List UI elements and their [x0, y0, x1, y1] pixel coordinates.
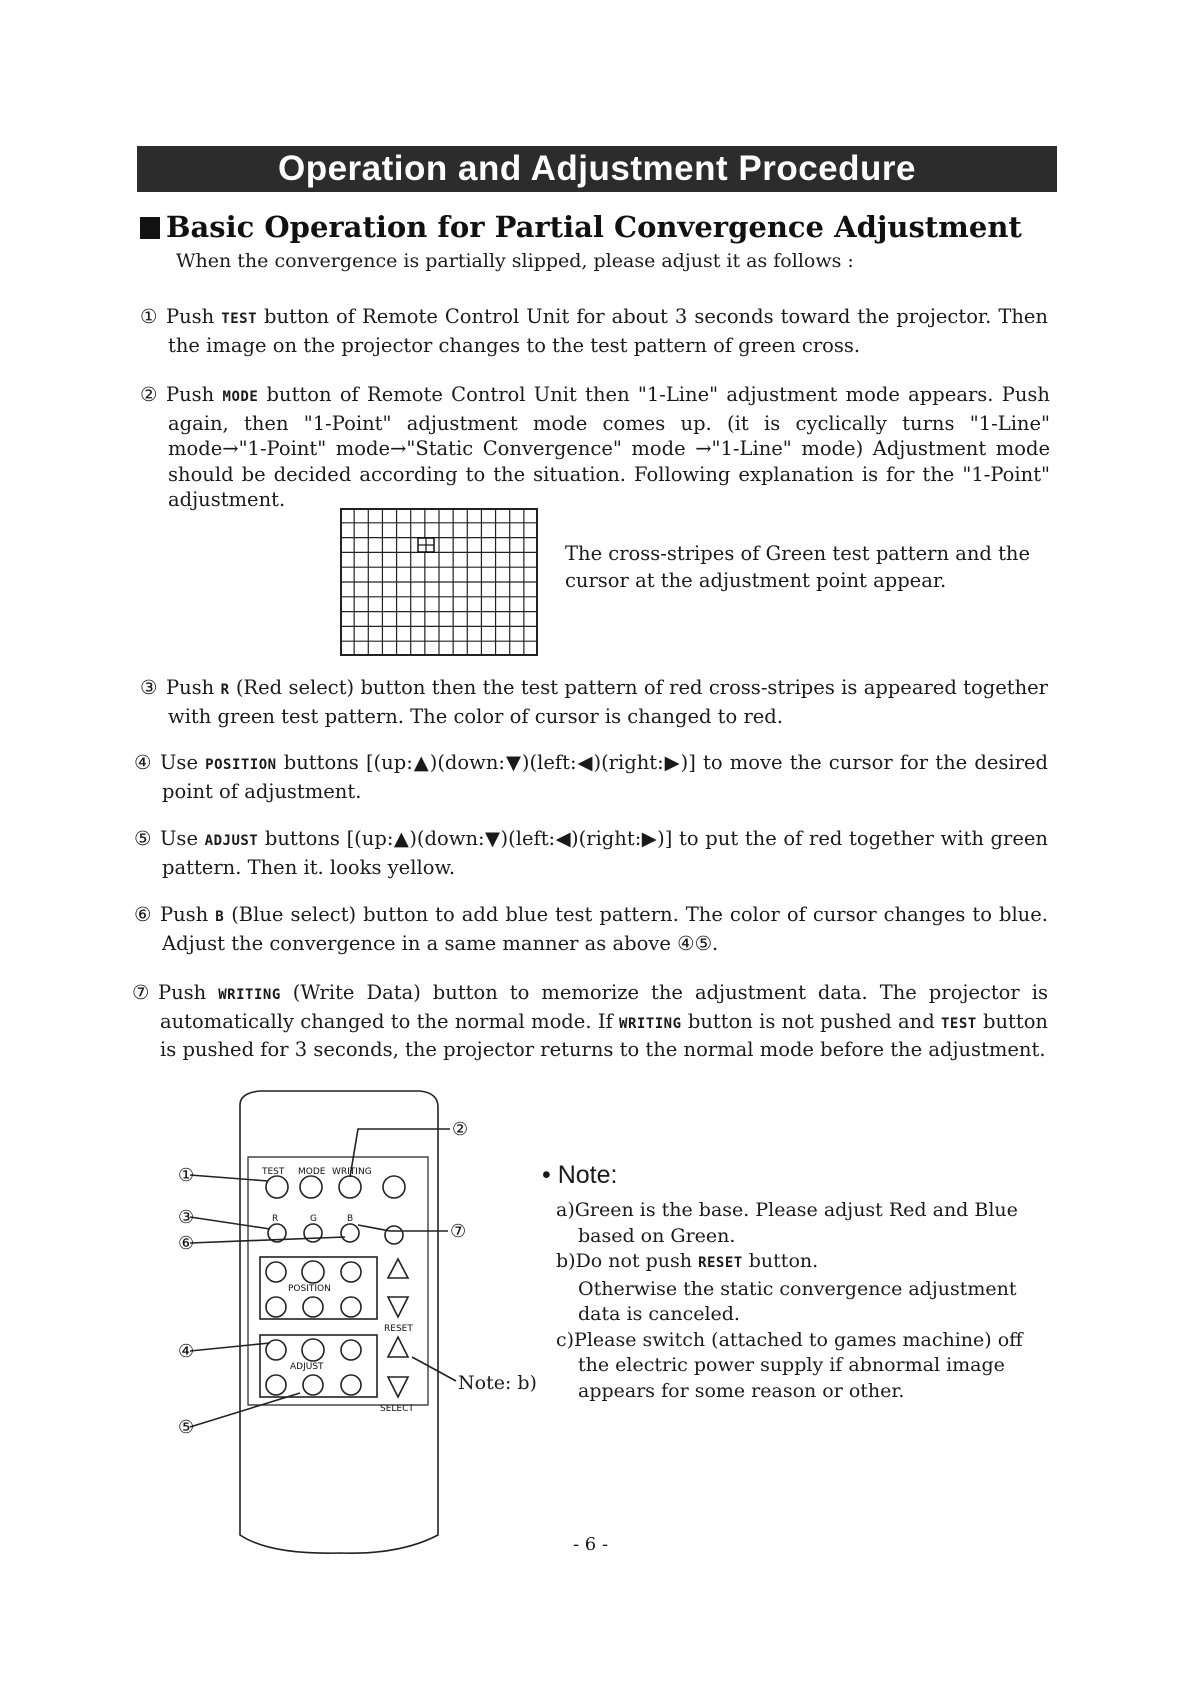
- mode-label: MODE: [298, 1167, 326, 1177]
- bullet-square-icon: [140, 217, 160, 239]
- r-label: R: [272, 1214, 279, 1224]
- note-item-a: a)Green is the base. Please adjust Red and Blue based on Green.: [556, 1199, 1018, 1247]
- test-button-label: TEST: [221, 311, 257, 327]
- step-number: ②: [140, 383, 158, 406]
- g-button: [304, 1224, 322, 1242]
- test-button-label: TEST: [940, 1015, 977, 1032]
- step-5: ⑤ Use ADJUST buttons [(up:▲)(down:▼)(left:◀)(right:▶)] to put the of red together with green pattern. Then it. looks yellow.: [134, 827, 1048, 879]
- reset-label: RESET: [384, 1324, 413, 1334]
- g-label: G: [310, 1214, 317, 1224]
- remote-body: [240, 1091, 438, 1553]
- step-2: ② Push MODE button of Remote Control Unit then "1-Line" adjustment mode appears. Push again, then "1-Point" adjustment mode comes up. (it is cyclically turns "1-Line" mode→"1-Point" mode→"Static Convergence" mode →"1-Line" mode) Adjustment mode should be decided according to the situation. Following explanation is for the "1-Point" adjustment.: [140, 383, 1050, 511]
- section-heading: [140, 210, 1022, 244]
- b-label: B: [347, 1214, 354, 1224]
- remote-control-diagram: [180, 1085, 500, 1565]
- select-label: SELECT: [380, 1404, 414, 1414]
- mode-button: [300, 1176, 322, 1198]
- callout-4: ④: [178, 1341, 195, 1362]
- adjust-label: ADJUST: [290, 1362, 324, 1372]
- writing-button-label: WRITING: [218, 987, 281, 1003]
- callout-7: ⑦: [450, 1221, 467, 1242]
- callout-6: ⑥: [178, 1233, 195, 1254]
- note-b-callout: Note: b): [458, 1372, 537, 1394]
- up-triangle-icon: [388, 1259, 408, 1278]
- step-number: ⑥: [134, 903, 152, 926]
- test-pattern-grid: [340, 508, 538, 656]
- test-button: [266, 1176, 288, 1198]
- position-button-label: POSITION: [205, 757, 277, 773]
- step-number: ③: [140, 676, 158, 699]
- b-button-label: B: [215, 909, 225, 925]
- step-number: ⑤: [134, 827, 152, 850]
- callout-3: ③: [178, 1207, 195, 1228]
- mode-button-label: MODE: [222, 389, 259, 405]
- note-item-c: c)Please switch (attached to games machine) off the electric power supply if abnormal image appears for some reason or other.: [556, 1328, 1023, 1402]
- step-6: ⑥ Push B (Blue select) button to add blue test pattern. The color of cursor changes to blue. Adjust the convergence in a same manner as above ④⑤.: [134, 903, 1048, 955]
- step-1: ① Push TEST button of Remote Control Unit for about 3 seconds toward the projector. Then the image on the projector changes to the test pattern of green cross.: [140, 305, 1048, 357]
- writing-label: WRITING: [332, 1167, 372, 1177]
- position-label: POSITION: [288, 1284, 331, 1294]
- section-title: Basic Operation for Partial Convergence Adjustment: [166, 210, 1022, 244]
- callout-2: ②: [452, 1119, 469, 1140]
- intro-text: When the convergence is partially slipped, please adjust it as follows :: [176, 250, 854, 272]
- step-4: ④ Use POSITION buttons [(up:▲)(down:▼)(left:◀)(right:▶)] to move the cursor for the desired point of adjustment.: [134, 751, 1048, 803]
- b-button: [341, 1224, 359, 1242]
- note-item-b-cont: Otherwise the static convergence adjustment data is canceled.: [578, 1277, 1017, 1325]
- note-item-b: b)Do not push RESET button.: [556, 1250, 819, 1272]
- cursor-icon: [418, 538, 434, 552]
- reset-button-label: RESET: [698, 1255, 743, 1271]
- step-number: ⑦: [132, 981, 150, 1004]
- writing-button-label: WRITING: [619, 1015, 682, 1032]
- down-triangle-icon: [388, 1377, 408, 1397]
- down-triangle-icon: [388, 1297, 408, 1317]
- page-number: - 6 -: [573, 1534, 609, 1555]
- step-7: ⑦ Push WRITING (Write Data) button to memorize the adjustment data. The projector is automatically changed to the normal mode. If WRITING button is not pushed and TEST button is pushed for 3 seconds, the projector returns to the normal mode before the adjustment.: [132, 981, 1048, 1061]
- callout-5: ⑤: [178, 1417, 195, 1438]
- up-triangle-icon: [388, 1337, 408, 1357]
- note-title: • Note:: [542, 1161, 618, 1189]
- page-banner: Operation and Adjustment Procedure: [137, 146, 1057, 192]
- adjust-button-label: ADJUST: [204, 833, 259, 849]
- note-list: [556, 1198, 1056, 1404]
- grid-caption: The cross-stripes of Green test pattern and the cursor at the adjustment point appear.: [565, 542, 1031, 592]
- r-button-label: R: [220, 682, 230, 698]
- step-number: ①: [140, 305, 158, 328]
- step-3: ③ Push R (Red select) button then the test pattern of red cross-stripes is appeared together with green test pattern. The color of cursor is changed to red.: [140, 676, 1048, 728]
- step-number: ④: [134, 751, 152, 774]
- test-label: TEST: [262, 1167, 285, 1177]
- callout-1: ①: [178, 1165, 195, 1186]
- writing-button: [339, 1176, 361, 1198]
